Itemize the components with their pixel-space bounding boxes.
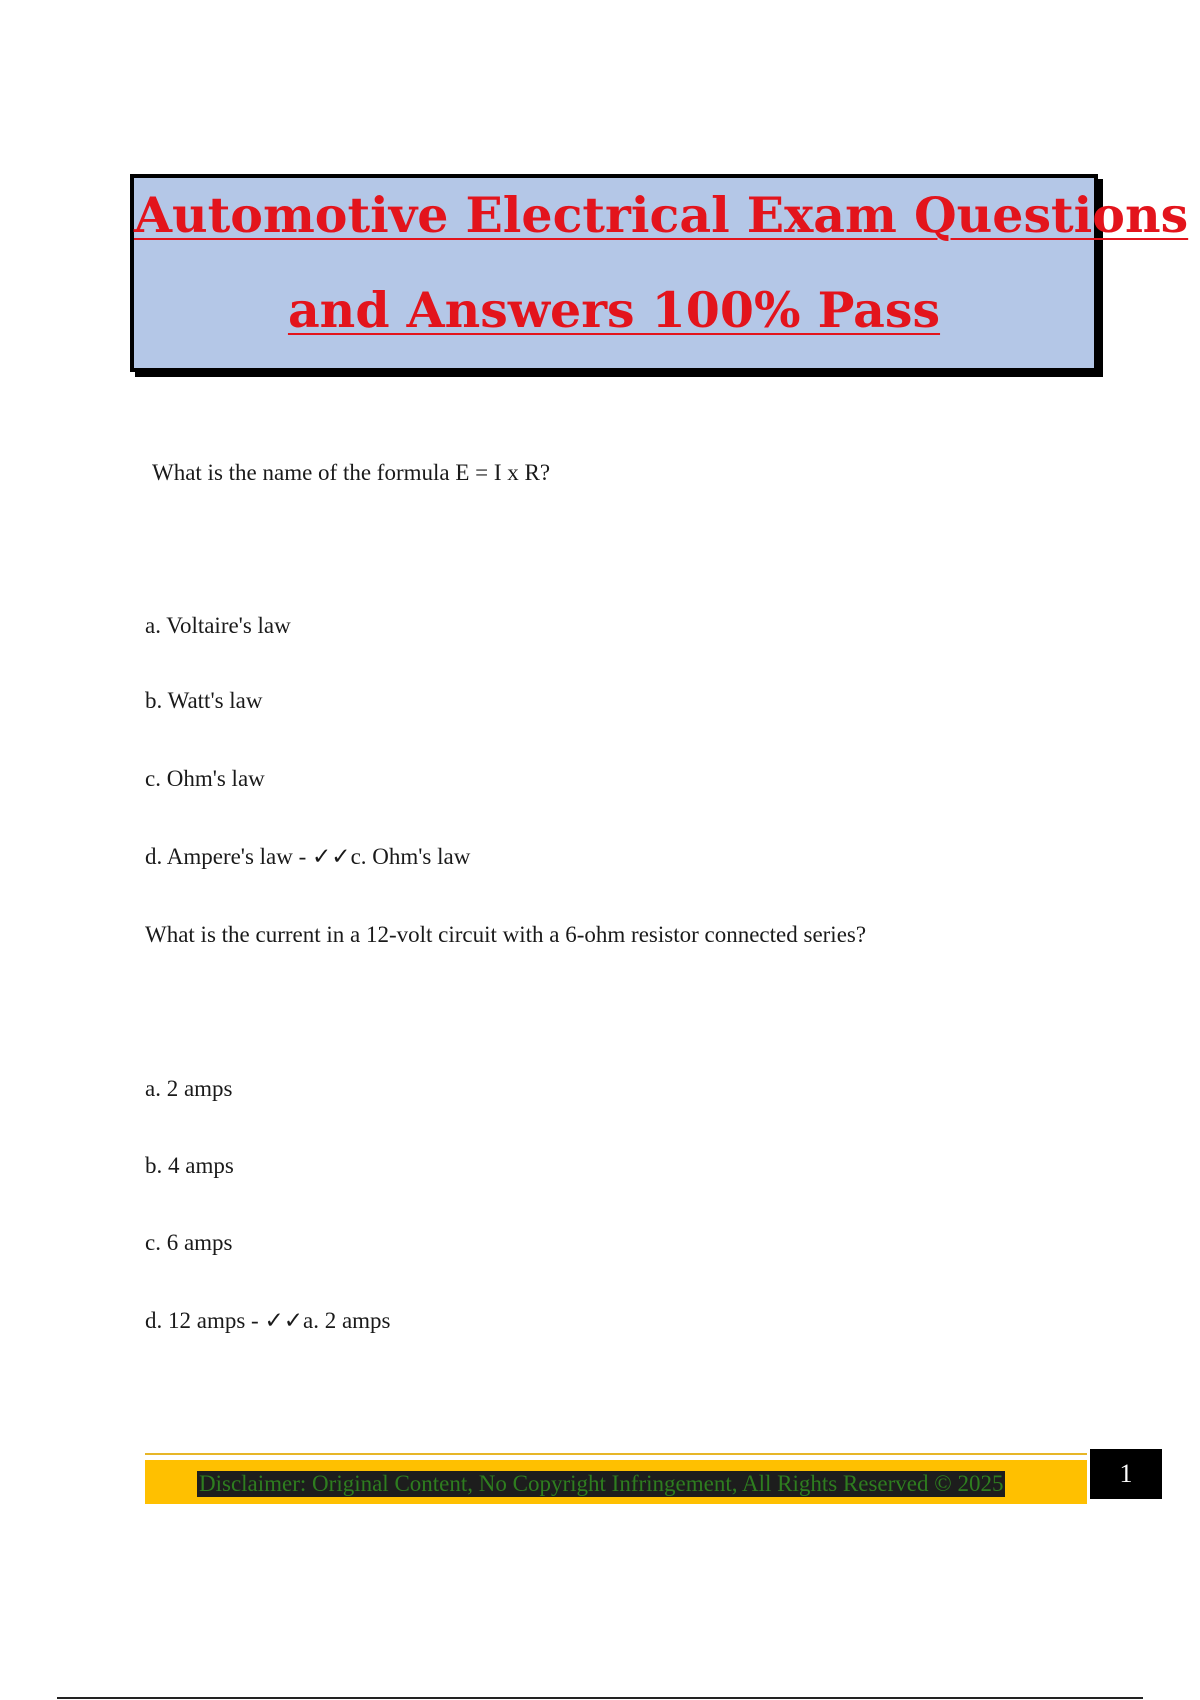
page-number: 1	[1090, 1449, 1162, 1499]
footer-divider	[145, 1453, 1087, 1455]
page-bottom-rule	[57, 1697, 1143, 1699]
question-2-option-c: c. 6 amps	[145, 1230, 233, 1255]
question-2-option-a: a. 2 amps	[145, 1076, 233, 1101]
document-title-line-2: and Answers 100% Pass	[287, 281, 941, 339]
question-1-option-b: b. Watt's law	[145, 688, 263, 713]
question-1-option-c: c. Ohm's law	[145, 766, 265, 791]
question-1-option-d-answer: d. Ampere's law - ✓✓c. Ohm's law	[145, 844, 471, 869]
question-2: What is the current in a 12-volt circuit with a 6-ohm resistor connected series?	[145, 922, 867, 947]
question-1-option-a: a. Voltaire's law	[145, 613, 291, 638]
question-2-option-d-answer: d. 12 amps - ✓✓a. 2 amps	[145, 1308, 391, 1333]
question-2-option-b: b. 4 amps	[145, 1153, 234, 1178]
title-box	[130, 174, 1189, 372]
question-1: What is the name of the formula E = I x R?	[152, 460, 551, 485]
document-title-line-1: Automotive Electrical Exam Questions	[134, 186, 1189, 244]
footer-disclaimer: Disclaimer: Original Content, No Copyright Infringement, All Rights Reserved © 2025	[199, 1471, 1004, 1496]
